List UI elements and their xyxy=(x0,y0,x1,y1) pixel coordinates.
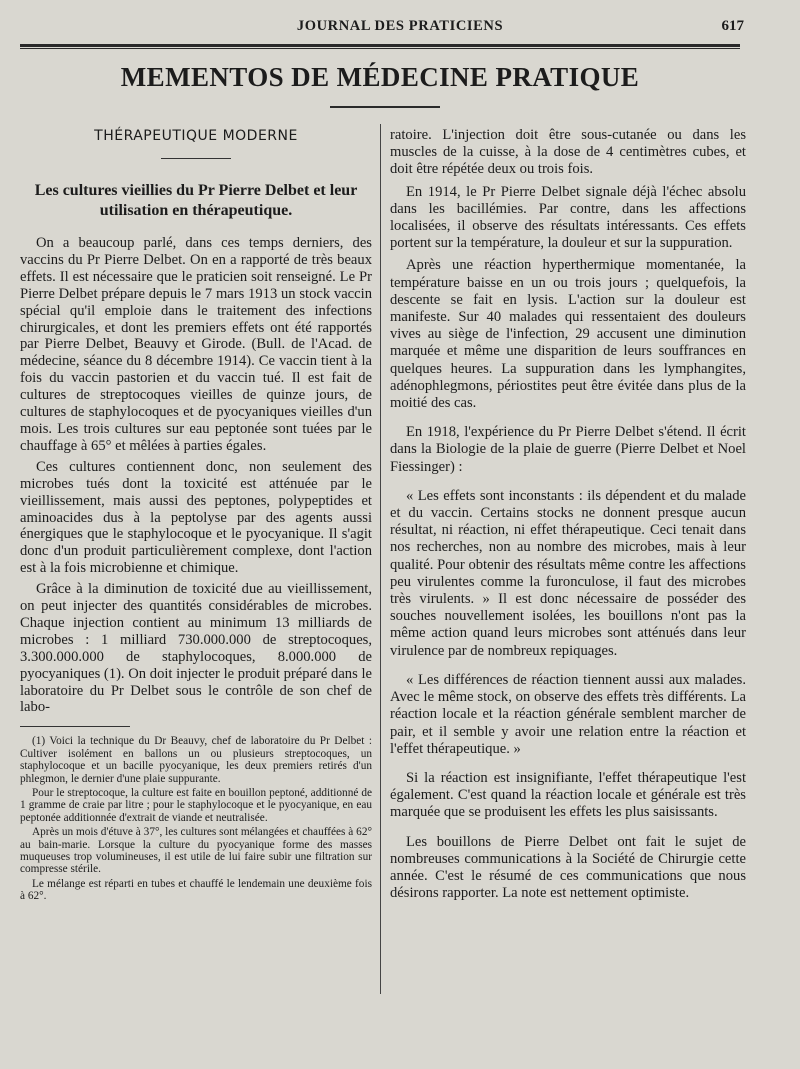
paragraph: Après une réaction hyperthermique momentanée, la température baisse en un ou trois jours ; quelquefois, la descente se fait en lysis. L'action sur la douleur est manifeste. Sur 40 malades qui ressentaient des douleurs vives au siège de l'infection, 29 accusent une diminution marquée et même une disparition de leurs souffrances en quelques heures. La suppuration dans les lymphangites, adénophlegmons, périostites peut être évitée dans plus de la moitié des cas. xyxy=(390,257,746,412)
right-body xyxy=(390,127,746,902)
left-body xyxy=(20,235,372,716)
paragraph: Ces cultures contiennent donc, non seulement des microbes tués dont la toxicité est atténuée par le vieillissement, mais aussi des peptones, polypeptides et aminoacides dus à la peptolyse par des agents aussi énergiques que le staphylocoque et le pyocyanique. Il s'agit donc d'un produit particulièrement complexe, dont l'action est à la fois microbienne et chimique. xyxy=(20,458,372,577)
quotation: « Les effets sont inconstants : ils dépendent et du malade et du vaccin. Certains stocks ne donnent presque aucun résultat, ni réaction, ni effet thérapeutique. Ceci tenait dans nos recherches, non au nombre des microbes, mais à leur qualité. Pour obtenir des résultats même contre les affections peu virulentes comme la furonculose, il faut des microbes très virulents. » Il est donc nécessaire de posséder des souches nouvellement isolées, les bouillons n'ont pas la même action quand leurs microbes sont atténués dans leur virulence par de nombreux repiquages. xyxy=(390,487,746,659)
title-rule xyxy=(330,106,440,108)
footnote-rule xyxy=(20,726,130,727)
footnotes xyxy=(20,735,372,902)
column-divider xyxy=(380,124,381,994)
paragraph: On a beaucoup parlé, dans ces temps derniers, des vaccins du Pr Pierre Delbet. On en a rapporté de très beaux effets. Il est nécessaire que le praticien soit renseigné. Le Pr Pierre Delbet prépare depuis le 7 mars 1913 un stock vaccin spécial qu'il emploie dans le traitement des infections chirurgicales, et dont les premiers effets ont été rapportés par Pierre Delbet, Beauvy et Girode. (Bull. de l'Acad. de médecine, séance du 8 décembre 1914). Ce vaccin tient à la fois du vaccin pastorien et du vaccin tué. Il est fait de cultures de streptocoques vieilles de quinze jours, de cultures de staphylocoques et de pyocyaniques vieilles d'un mois. Les trois cultures sur eau peptonée sont tuées par le chauffage à 65° et mêlées à parties égales. xyxy=(20,235,372,454)
footnote: (1) Voici la technique du Dr Beauvy, chef de laboratoire du Pr Delbet : Cultiver isolément en ballons un ou plusieurs streptocoques, un staphylocoque et un bacille pyocyanique, les deux premiers retirés d'un phlegmon, le dernier d'une plaie suppurante. xyxy=(20,735,372,785)
paragraph: En 1914, le Pr Pierre Delbet signale déjà l'échec absolu dans les bacillémies. Par contre, dans les affections localisées, il observe des résultats intéressants. Ces effets portent sur la température, la douleur et sur la suppuration. xyxy=(390,183,746,252)
header-rule-thin xyxy=(20,48,740,49)
page-number: 617 xyxy=(721,18,744,34)
quotation: « Les différences de réaction tiennent aussi aux malades. Avec le même stock, on observe des effets très différents. La réaction locale et la réaction générale semblent marcher de pair, et il semble y avoir une relation entre la réaction et l'effet thérapeutique. » xyxy=(390,671,746,757)
running-title: JOURNAL DES PRATICIENS xyxy=(296,18,504,34)
subsection-title: THÉRAPEUTIQUE MODERNE xyxy=(94,128,298,144)
paragraph: Si la réaction est insignifiante, l'effet thérapeutique l'est également. C'est quand la réaction locale et générale est très marquée que se produisent les effets les plus saisissants. xyxy=(390,769,746,821)
header-rule xyxy=(20,44,740,47)
right-column xyxy=(390,127,746,902)
paragraph: Grâce à la diminution de toxicité due au vieillissement, on peut injecter des quantités considérables de microbes. Chaque injection contient au minimum 13 milliards de microbes : 1 milliard 730.000.000 de streptocoques, 3.300.000.000 de staphylocoques, 8.000.000 de pyocyaniques (1). On doit injecter le produit préparé dans le laboratoire du Pr Delbet sous le contrôle de son chef de labo- xyxy=(20,581,372,716)
footnote: Le mélange est réparti en tubes et chauffé le lendemain une deuxième fois à 62°. xyxy=(20,877,372,903)
paragraph: Les bouillons de Pierre Delbet ont fait le sujet de nombreuses communications à la Société de Chirurgie cette année. C'est le résumé de ces communications que nous désirons rapporter. La note est nettement optimiste. xyxy=(390,833,746,902)
running-head xyxy=(20,18,744,42)
paragraph: ratoire. L'injection doit être sous-cutanée ou dans les muscles de la cuisse, à la dose de 4 centimètres cubes, et doit être répétée deux ou trois fois. xyxy=(390,127,746,178)
left-column xyxy=(20,120,372,903)
footnote: Après un mois d'étuve à 37°, les cultures sont mélangées et chauffées à 62° au bain-marie. Lorsque la culture du pyocyanique forme des masses muqueuses trop volumineuses, il est utile de lui faire subir une filtration sur compresse stérile. xyxy=(20,826,372,876)
subsection-rule xyxy=(161,158,231,159)
section-title: MEMENTOS DE MÉDECINE PRATIQUE xyxy=(120,62,640,92)
footnote: Pour le streptocoque, la culture est faite en bouillon peptoné, additionné de 1 gramme de craie par litre ; pour le staphylocoque et le pyocyanique, en eau peptonée additionnée d'extrait de viande et neutralisée. xyxy=(20,787,372,824)
paragraph: En 1918, l'expérience du Pr Pierre Delbet s'étend. Il écrit dans la Biologie de la plaie de guerre (Pierre Delbet et Noel Fiessinger) : xyxy=(390,424,746,475)
article-title: Les cultures vieillies du Pr Pierre Delbet et leur utilisation en thérapeutique. xyxy=(34,182,358,219)
